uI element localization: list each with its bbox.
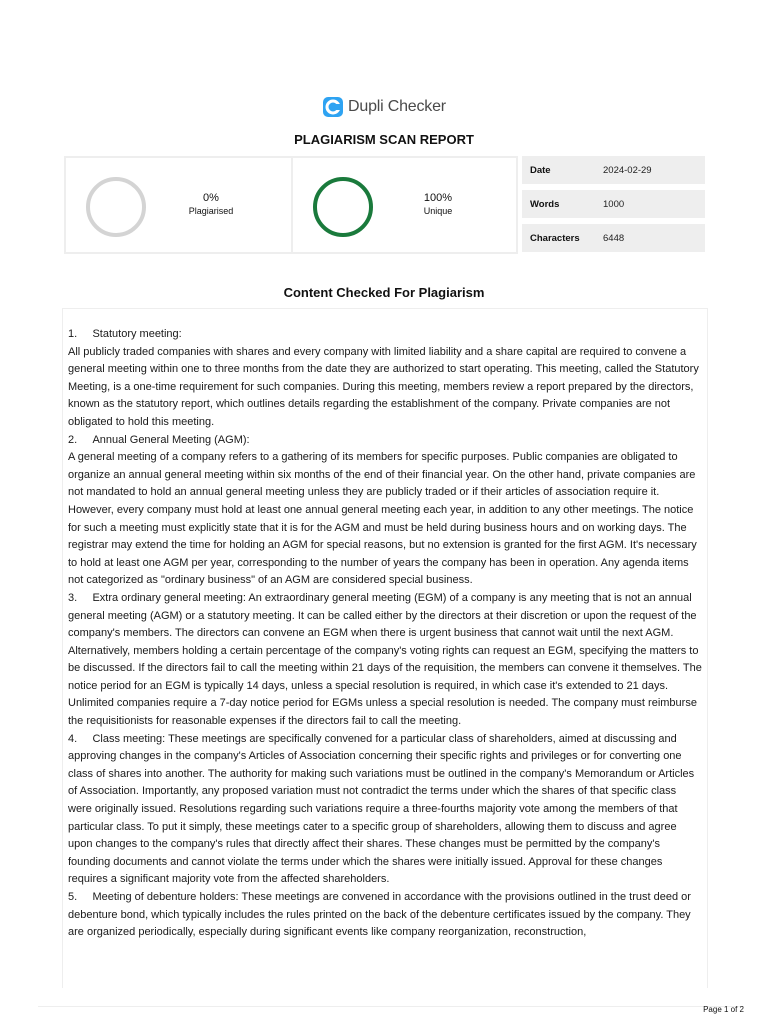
content-paragraph: All publicly traded companies with shares and every company with limited liability and a share capital are required to convene a general meeting within one to three months from the date they are authorized to start operating. This meeting, called the Statutory Meeting, is a one-time requirement for such companies. During this meeting, members review a report prepared by the directors, known as the statutory report, which outlines details regarding the establishment of the company. Private companies are not obligated to hold this meeting. bbox=[68, 345, 699, 428]
meta-key: Characters bbox=[530, 232, 580, 244]
meta-row-date bbox=[522, 156, 705, 184]
content-paragraph: 2. Annual General Meeting (AGM): bbox=[68, 433, 250, 446]
page-number: Page 1 of 2 bbox=[703, 1005, 744, 1014]
content-title: Content Checked For Plagiarism bbox=[283, 285, 485, 300]
content-paragraph: 1. Statutory meeting: bbox=[68, 328, 182, 340]
unique-ring-icon bbox=[313, 177, 373, 237]
meta-value: 2024-02-29 bbox=[603, 164, 652, 176]
score-panel bbox=[64, 156, 518, 254]
unique-score bbox=[291, 158, 516, 252]
checked-content bbox=[62, 308, 708, 988]
brand-logo bbox=[0, 96, 768, 118]
meta-value: 6448 bbox=[603, 232, 625, 244]
plagiarised-score bbox=[66, 158, 291, 252]
report-meta bbox=[522, 156, 705, 258]
content-paragraph: 4. Class meeting: These meetings are specifically convened for a particular class of shareholders, aimed at discussing and approving changes in the company's Articles of Association concerning their specific rights and privileges or for converting one class of shares into another. The authority for making such variations must be outlined in the company's Memorandum or Articles of Association. Importantly, any proposed variation must not contradict the terms under which the shares of that specific class were originally issued. Resolutions regarding such variations require a three-fourths majority vote among the members of that particular class. To put it simply, these meetings cater to a specific group of shareholders, allowing them to discuss and agree upon changes to the company's rules that directly affect their shares. These changes must be permitted by the company's founding documents and cannot violate the terms under which the shares were initially issued. Approval for these changes requires a significant majority vote from the affected shareholders. bbox=[68, 732, 695, 886]
meta-value: 1000 bbox=[603, 198, 625, 210]
plagiarised-percent: 0% bbox=[203, 192, 219, 204]
unique-label: Unique bbox=[423, 206, 453, 216]
meta-key: Date bbox=[530, 164, 551, 176]
content-paragraph: A general meeting of a company refers to a gathering of its members for specific purposes. Public companies are obligated to organize an annual general meeting within six months of the end of their financial year. On the other hand, private companies are not mandated to hold an annual general meeting unless they are publicly traded or if their articles of association require it. However, every company must hold at least one annual general meeting each year, in addition to any other meetings. The notice for such a meeting must explicitly state that it is for the AGM and must be held during business hours and on working days. The registrar may extend the time for holding an AGM for special reasons, but no extension is granted for the first AGM. It's necessary to hold at least one AGM per year, corresponding to the number of years the company has been in operation. Any agenda items not categorized as "ordinary business" of an AGM are considered special business. bbox=[68, 451, 697, 587]
brand-name: Dupli Checker bbox=[348, 98, 446, 115]
unique-percent: 100% bbox=[423, 192, 453, 204]
content-paragraph: 5. Meeting of debenture holders: These meetings are convened in accordance with the provisions outlined in the trust deed or debenture bond, which typically includes the rules printed on the back of the debenture certificates issued by the company. They are organized periodically, especially during significant events like company reorganization, reconstruction, bbox=[68, 891, 691, 939]
plagiarised-label: Plagiarised bbox=[188, 206, 234, 216]
duplichecker-logo-icon bbox=[322, 96, 344, 118]
report-title: PLAGIARISM SCAN REPORT bbox=[294, 132, 474, 147]
meta-row-characters bbox=[522, 224, 705, 252]
content-paragraph: 3. Extra ordinary general meeting: An extraordinary general meeting (EGM) of a company is any meeting that is not an annual general meeting (AGM) or a statutory meeting. It can be called either by the directors at their discretion or upon the request of the company's members. The directors can convene an EGM when there is urgent business that cannot wait until the next AGM. Alternatively, members holding a certain percentage of the company's voting rights can request an EGM, specifying the matters to be discussed. If the directors fail to call the meeting within 21 days of the requisition, the members can convene it themselves. The notice period for an EGM is typically 14 days, unless a special resolution is required, in which case it's extended to 21 days. Unlimited companies require a 7-day notice period for EGMs unless a special resolution is needed. The company must reimburse the requisitionists for reasonable expenses if the directors fail to call the meeting. bbox=[68, 591, 702, 728]
meta-key: Words bbox=[530, 198, 560, 210]
plagiarised-ring-icon bbox=[86, 177, 146, 237]
footer-divider bbox=[38, 1006, 744, 1007]
meta-row-words bbox=[522, 190, 705, 218]
